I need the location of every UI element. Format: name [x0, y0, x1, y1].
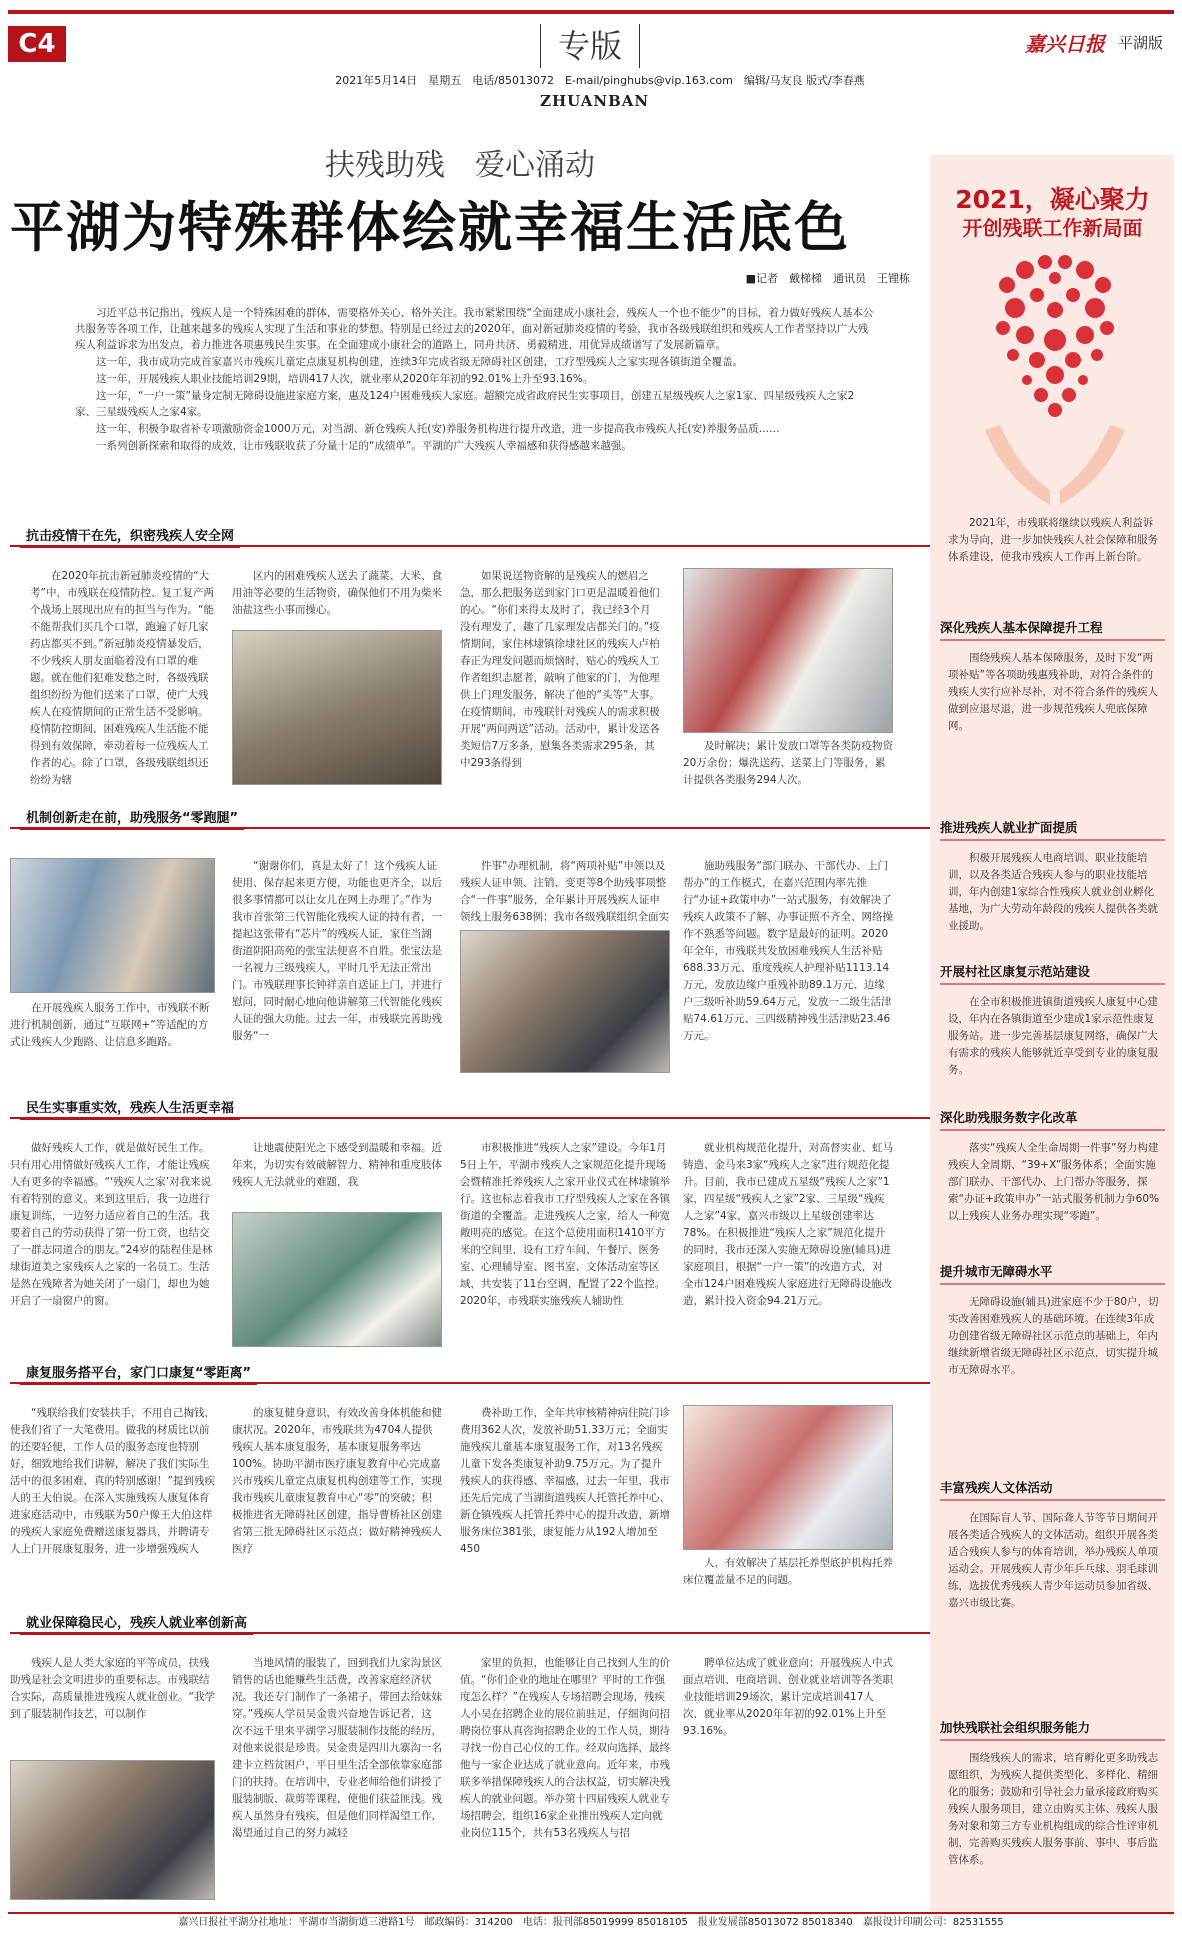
article-column: 就业机构规范化提升，对高督实业、虹马铸造、金马来3家“残疾人之家”进行规范化提升。目前，我市已建成五星级“残疾人之家”1家，四星级“残疾人之家”2家、三星级“残疾人之家”4家，嘉兴市级以上星级创建率达78%。在积极推进“残疾人之家”规范化提升的同时，我市还深入实施无障碍设施(辅具)进家庭项目，根据“一户一策”的改造方式，对全市124户困难残疾人家庭进行无障碍设施改造，累计投入资金94.21万元。: [683, 1142, 893, 1307]
intro-paragraph: 这一年，开展残疾人职业技能培训29期，培训417人次，就业率从2020年年初的92.01%上升至93.16%。: [96, 373, 594, 385]
section-heading: [10, 1100, 930, 1120]
sidebar-item-title: 丰富残疾人文体活动: [940, 1478, 1165, 1501]
sidebar-item-text: 积极开展残疾人电商培训、职业技能培训，以及各类适合残疾人参与的职业技能培训，年内创建1家综合性残疾人就业创业孵化基地，为广大劳动年龄段的残疾人提供各类就业援助。: [948, 852, 1158, 932]
article-column: 费补助工作，全年共审核精神病住院门诊费用362人次，发放补助51.33万元；全面实施残疾儿童基本康复服务工作，对13名残疾儿童下发各类康复补助9.75万元。为了提升残疾人的获得感、幸福感，过去一年里，我市还先后完成了当湖街道残疾人托管托养中心、新仓镇残疾人托管托养中心的提升改造，新增服务床位381张，康复能力从192人增加至450: [460, 1407, 670, 1555]
top-rule: [8, 10, 1174, 14]
section-pinyin: ZHUANBAN: [540, 92, 650, 110]
section-title: 康复服务搭平台，家门口康复“零距离”: [20, 1365, 257, 1385]
sidebar-item-text: 在全市积极推进镇街道残疾人康复中心建设，年内在各镇街道至少建成1家示范性康复服务站。进一步完善基层康复网络，确保广大有需求的残疾人能够就近享受到专业的康复服务。: [948, 996, 1158, 1076]
sidebar-lead: 2021年，市残联将继续以残疾人利益诉求为导向，进一步加快残疾人社会保障和服务体系建设，使我市残疾人工作再上新台阶。: [948, 517, 1158, 563]
headline: 平湖为特殊群体绘就幸福生活底色: [10, 195, 850, 259]
section-heading: [10, 528, 930, 548]
sidebar-item-text: 围绕残疾人的需求，培育孵化更多助残志愿组织，为残疾人提供类型化、多样化、精细化的服务；鼓励和引导社会力量承接政府购买残疾人服务项目，建立由购买主体、残疾人服务对象和第三方专业机构组成的综合性评审机制，完善购买残疾人服务事前、事中、事后监管体系。: [948, 1752, 1158, 1866]
section-heading: [10, 810, 930, 830]
page-code: C4: [8, 26, 66, 62]
article-column: 家里的负担，也能够让自己找到人生的价值。“你们企业的地址在哪里？平时的工作强度怎么样？”在残疾人专场招聘会现场，残疾人小吴在招聘企业的展位前驻足，仔细询问招聘岗位事从真咨询招聘企业的工作人员，期待寻找一份自己心仪的工作。经双向选择，最终他与一家企业达成了就业意向。近年来，市残联多举措保障残疾人的合法权益，切实解决残疾人的就业问题。举办第十四届残疾人就业专场招聘会，组织16家企业推出残疾人定向就业岗位115个，共有53名残疾人与招: [460, 1657, 670, 1839]
section-title: 就业保障稳民心，残疾人就业率创新高: [20, 1615, 253, 1635]
issue-info: 2021年5月14日 星期五 电话/85013072 E-mail/pinghubs@vip.163.com 编辑/马友良 版式/李春燕: [335, 74, 865, 87]
article-column: 让地震使阳光之下感受到温暖和幸福。近年来，为切实有效破解智力、精神和重度肢体残疾人无法就业的难题，我: [232, 1142, 442, 1188]
article-column: 施助残服务“部门联办、干部代办、上门帮办”的工作模式，在嘉兴范围内率先推行“办证+政策申办”一站式服务，有效解决了残疾人政策不了解、办事证照不齐全、网络操作不熟悉等问题。数字是最好的证明。2020年全年，市残联共发放困难残疾人生活补贴688.33万元、重度残疾人护理补贴1113.14万元，发放边缘户重残补助89.1万元、边缘户三级听补助59.64万元，发放一二级生活津贴74.61万元、三四级精神残生活津贴23.46万元。: [683, 860, 893, 1042]
article-column: 残疾人是人类大家庭的平等成员，扶残助残是社会文明进步的重要标志。市残联结合实际，高质量推进残疾人就业创业。“我学到了服装制作技艺，可以制作: [10, 1657, 215, 1720]
section-label: 专版: [540, 24, 640, 68]
intro-paragraph: 一系列创新探索和取得的成效，让市残联收获了分量十足的“成绩单”。平湖的广大残疾人幸福感和获得感越来越强。: [96, 440, 632, 452]
photo-id-card-delivery: [460, 930, 670, 1073]
sidebar-item-text: 在国际盲人节、国际聋人节等节日期间开展各类适合残疾人的文体活动。组织开展各类适合残疾人参与的体育培训，举办残疾人单项运动会。开展残疾人青少年乒乓球、羽毛球训练，选拔优秀残疾人青少年运动员参加省级、嘉兴市级比赛。: [948, 1512, 1158, 1609]
sidebar-item-title: 深化助残服务数字化改革: [940, 1108, 1165, 1131]
photo-mask-distribution: [683, 568, 893, 733]
section-heading: [10, 1365, 930, 1385]
article-column: 在开展残疾人服务工作中，市残联不断进行机制创新，通过“互联网+”等适配的方式让残疾人少跑路、让信息多跑路。: [10, 1002, 210, 1048]
sidebar-subtitle: 开创残联工作新局面: [962, 216, 1143, 240]
intro: [75, 305, 875, 455]
photo-supplies-delivery: [232, 630, 442, 785]
article-column: 区内的困难残疾人送去了蔬菜、大米、食用油等必要的生活物资，确保他们不用为柴米油盐这些小事而操心。: [232, 570, 442, 616]
article-column: 件事”办理机制，将“两项补贴”申领以及残疾人证申领、注销、变更等8个助残事项整合“一件事”服务，全年累计开展残疾人证申领线上服务638例；我市各级残联组织全面实: [460, 860, 670, 923]
sidebar-title: 2021，凝心聚力: [955, 185, 1150, 214]
article-column: 如果说送物资解的是残疾人的燃眉之急，那么把服务送到家门口更是温暖着他们的心。“你们来得太及时了，我已经3个月没有理发了，趣了几家理发店都关门的。”疫情期间，家住林埭镇徐埭社区的残疾人卢柏春正为理发问题而烦恼时，贴心的残疾人工作者组织志愿者，敲响了他家的门，为他理供上门理发服务，解决了他的“头等”大事。在疫情期间，市残联针对残疾人的需求积极开展“两问两送”活动。活动中，累计发送各类短信7万多条，慰集各类需求295条，其中293条得到: [460, 570, 660, 769]
heart-hands-icon: [965, 240, 1145, 510]
byline: ■记者 戴梯梯 通讯员 王锂栋: [745, 272, 910, 285]
sidebar-item-title: 深化残疾人基本保障提升工程: [940, 618, 1165, 641]
article-column: 聘单位达成了就业意向；开展残疾人中式面点培训、电商培训、创业就业培训等各类职业技能培训29场次，累计完成培训417人次，就业率从2020年年初的92.01%上升至93.16%。: [683, 1657, 893, 1737]
article-column: 人，有效解决了基层托养型底护机构托养床位覆盖量不足的问题。: [683, 1557, 893, 1586]
section-heading: [10, 1615, 930, 1635]
kicker: 扶残助残 爱心涌动: [325, 148, 595, 183]
intro-paragraph: 习近平总书记指出，残疾人是一个特殊困难的群体，需要格外关心、格外关注。我市紧紧围绕“全面建成小康社会，残疾人一个也不能少”的目标，着力做好残疾人基本公共服务等各项工作，让越来越多的残疾人实现了生活和事业的梦想。特别是已经过去的2020年，面对新冠肺炎疫情的考验，我市各级残联组织和残疾人工作者坚持以广大残疾人利益诉求为出发点，着力推进各项惠残民生实事。在全面建成小康社会的道路上，同舟共济、勇毅精进，用优异成绩谱写了发展新篇章。: [75, 307, 874, 351]
photo-sheltered-workshop: [232, 1212, 442, 1347]
photo-rehab-training: [683, 1405, 893, 1550]
sidebar-item-title: 加快残联社会组织服务能力: [940, 1718, 1165, 1741]
article-column: “谢谢你们，真是太好了！这个残疾人证使用、保存起来更方便，功能也更齐全，以后很多事情都可以让女儿在网上办理了。”作为我市首张第三代智能化残疾人证的持有者，一提起这张带有“芯片”的残疾人证，家住当湖街道阴阳高苑的张宝法便喜不自胜。张宝法是一名视力三级残疾人，平时几乎无法正常出门。市残联理事长钟祥亲自送证上门，并进行慰问，同时耐心地向他讲解第三代智能化残疾人证的强大功能。过去一年，市残联完善助残服务“一: [232, 860, 442, 1042]
photo-service-hall: [10, 858, 215, 993]
article-column: “残联给我们安装扶手，不用自己掏钱，使我们省了一大笔费用。做我的材质比以前的还要轻便，工作人员的服务态度也特别好，细致地给我们讲解，解决了我们实际生活中的很多困难，真的特别感谢！”提到残疾人的王大伯说。在深入实施残疾人康复体育进家庭活动中，市残联为50户像王大伯这样的残疾人家庭免费赠送康复器具，并聘请专人上门开展康复服务，进一步增强残疾人: [10, 1407, 215, 1555]
edition-label: 平湖版: [1118, 34, 1164, 52]
intro-paragraph: 这一年，我市成功完成首家嘉兴市残疾儿童定点康复机构创建，连续3年完成省级无障碍社区创建，工疗型残疾人之家实现各镇街道全覆盖。: [96, 356, 744, 368]
section-title: 机制创新走在前，助残服务“零跑腿”: [20, 810, 244, 830]
intro-paragraph: 这一年，“一户一策”量身定制无障碍设施进家庭方案，惠及124户困难残疾人家庭。超额完成省政府民生实事项目，创建五星级残疾人之家1家、四星级残疾人之家2家、三星级残疾人之家4家。: [75, 390, 855, 418]
sidebar-item-title: 提升城市无障碍水平: [940, 1262, 1165, 1285]
article-column: 的康复健身意识，有效改善身体机能和健康状况。2020年，市残联共为4704人提供残疾人基本康复服务，基本康复服务率达100%。协助平湖市医疗康复教育中心完成嘉兴市残疾儿童定点康复机构创建等工作，实现我市残疾儿童康复教育中心“零”的突破；积极推进省无障碍社区创建，指导曹桥社区创建省第三批无障碍社区示范点；做好精神残疾人医疗: [232, 1407, 442, 1555]
article-column: 在2020年抗击新冠肺炎疫情的“大考”中，市残联在疫情防控、复工复产两个战场上展现出应有的担当与作为。“能不能帮我们买几个口罩，跑遍了好几家药店都买不到。”新冠肺炎疫情暴发后，不少残疾人朋友面临着没有口罩的难题。就在他们犯难发愁之时，各级残联组织纷纷为他们送来了口罩，使广大残疾人在疫情期间的正常生活不受影响。疫情防控期间，困难残疾人生活能不能得到有效保障，牵动着每一位残疾人工作者的心。除了口罩，各级残联组织还纷纷为辖: [30, 570, 214, 786]
intro-paragraph: 这一年，积极争取省补专项激励资金1000万元，对当湖、新仓残疾人托(安)养服务机构进行提升改造，进一步提高我市残疾人托(安)养服务品质……: [96, 423, 780, 435]
article-column: 做好残疾人工作，就是做好民生工作。只有用心用情做好残疾人工作，才能让残疾人有更多的幸福感。“‘残疾人之家’对我来说有着特别的意义。来到这里后，我一边进行康复训练，一边努力适应着自己的生活。我要着自己的劳动获得了第一份工资，也结交了一群志同道合的朋友。”24岁的陆程佳是林埭街道美之家残疾人之家的一名员工。生活是然在残障者为她关闭了一扇门，却也为她开启了一扇窗户的窗。: [10, 1142, 213, 1307]
article-column: 及时解决；累计发放口罩等各类防疫物资20万余份；爆洗送药、送菜上门等服务，累计提供各类服务294人次。: [683, 740, 893, 786]
footer: 嘉兴日报社平湖分社地址：平湖市当湖街道三港路1号 邮政编码：314200 电话：报刊部85019999 85018105 报业发展部85013072 85018340 嘉报设计印刷公司：82531555: [8, 1912, 1174, 1932]
sidebar-item-text: 无障碍设施(辅具)进家庭不少于80户，切实改善困难残疾人的基础环境。在连续3年成功创建省级无障碍社区示范点的基础上，年内继续新增省级无障碍社区示范点，切实提升城市无障碍水平。: [948, 1296, 1159, 1376]
article-column: 当地风情的服装了，回到我们九家沟景区销售的话也能赚些生活费，改善家庭经济状况。我还专门制作了一条裙子，带回去给妹妹穿。”残疾人学员吴金贵兴奋地告诉记者，这次不远千里来平湖学习服装制作技能的经历，对他来说很是珍贵。吴金贵是四川九寨沟一名建卡立档贫困户，平日里生活全部依靠家庭部门的扶持。在培训中，专业老师给他们讲授了服装制版、裁剪等课程，使他们获益匪浅。残疾人虽然身有残疾，但是他们同样渴望工作，渴望通过自己的努力减轻: [232, 1657, 442, 1839]
newspaper-logo: 嘉兴日报: [1025, 32, 1105, 56]
section-title: 抗击疫情干在先，织密残疾人安全网: [20, 528, 240, 548]
section-title: 民生实事重实效，残疾人生活更幸福: [20, 1100, 240, 1120]
sidebar-item-text: 围绕残疾人基本保障服务，及时下发“两项补贴”等各项助残惠残补助，对符合条件的残疾人实行应补尽补，对不符合条件的残疾人做到应退尽退，进一步规范残疾人兜底保障网。: [948, 652, 1158, 732]
article-column: 市积极推进“残疾人之家”建设。今年1月5日上午，平湖市残疾人之家规范化提升现场会暨精准托养残疾人之家开业仪式在林埭镇举行。这也标志着我市工疗型残疾人之家在各镇街道的全覆盖。走进残疾人之家，给人一种宽敞明亮的感觉。在这个总使用面积1410平方米的空间里，设有工疗车间、午餐厅、医务室、心理辅导室、图书室、文体活动室等区域，共安装了11台空调，配置了22个监控。2020年，市残联实施残疾人辅助性: [460, 1142, 670, 1307]
sidebar-item-title: 推进残疾人就业扩面提质: [940, 818, 1165, 841]
sidebar-item-text: 落实“残疾人全生命周期一件事”努力构建残疾人全周期、“39+X”服务体系；全面实施部门联办、干部代办、上门帮办等服务，探索“办证+政策申办”一站式服务机制力争60%以上残疾人业务办理实现“零跑”。: [948, 1142, 1160, 1222]
photo-tailoring-training: [10, 1760, 215, 1900]
sidebar-item-title: 开展村社区康复示范站建设: [940, 962, 1165, 985]
